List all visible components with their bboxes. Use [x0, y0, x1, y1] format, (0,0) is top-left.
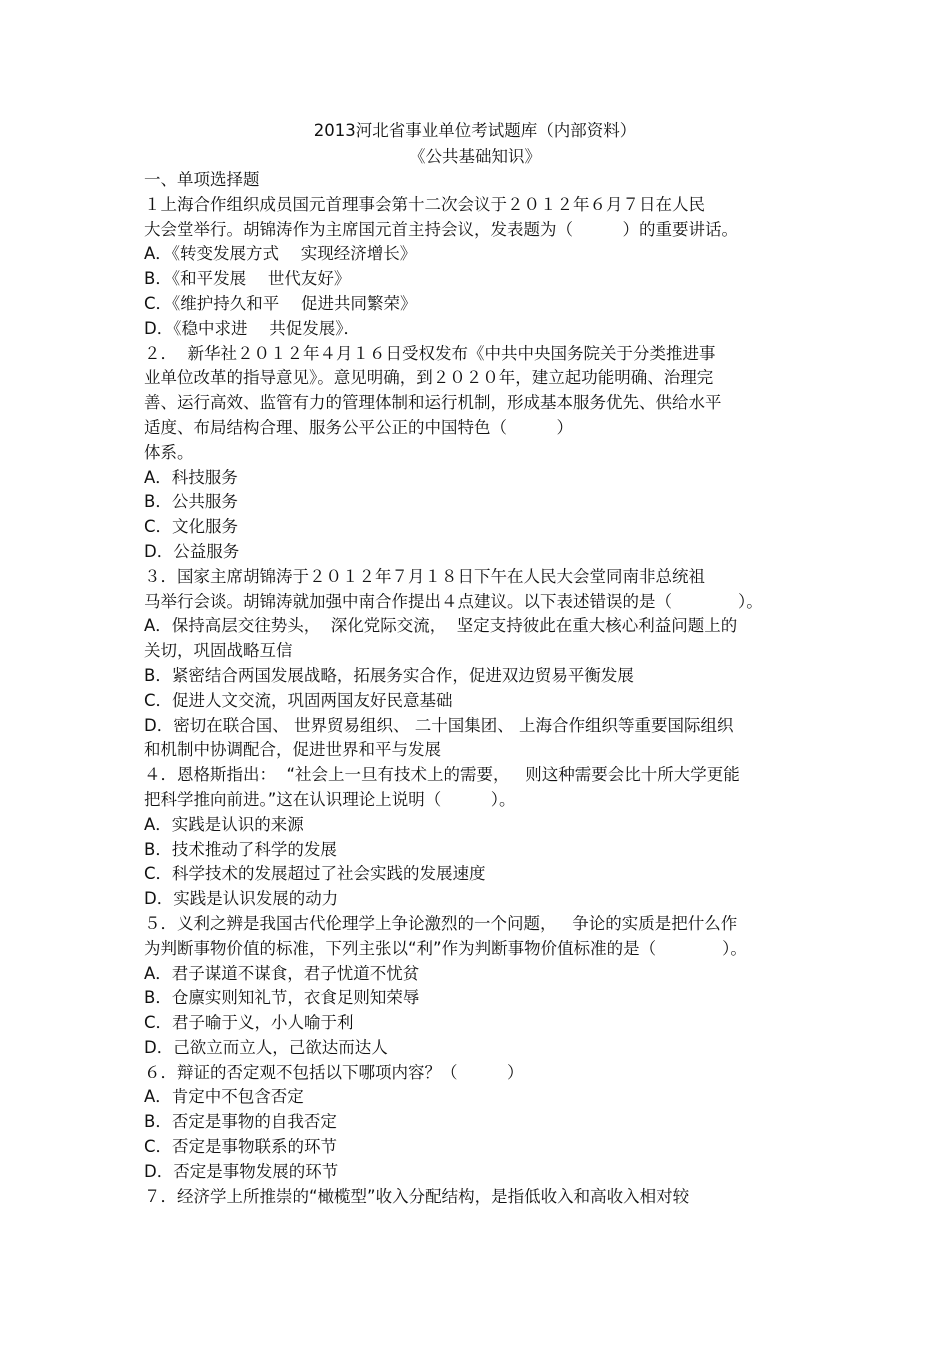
- question-5-line-2: 为判断事物价值的标准，下列主张以“利”作为判断事物价值标准的是（ ）。: [144, 938, 747, 958]
- question-1-line-2: 大会堂举行。胡锦涛作为主席国元首主持会议，发表题为（ ）的重要讲话。: [144, 219, 738, 239]
- question-4-option-b: B．技术推动了科学的发展: [144, 839, 337, 859]
- question-2-line-2: 业单位改革的指导意见》。意见明确，到２０２０年，建立起功能明确、治理完: [144, 368, 714, 388]
- question-3-option-d-line-1: D．密切在联合国、 世界贸易组织、 二十国集团、 上海合作组织等重要国际组织: [144, 715, 734, 735]
- document-body: [144, 168, 864, 1209]
- question-3-option-c: C．促进人文交流，巩固两国友好民意基础: [144, 690, 453, 710]
- question-6-option-c: C．否定是事物联系的环节: [144, 1137, 338, 1157]
- question-7-line-1: ７．经济学上所推崇的“橄榄型”收入分配结构，是指低收入和高收入相对较: [144, 1186, 690, 1206]
- question-3-line-1: ３．国家主席胡锦涛于２０１２年７月１８日下午在人民大会堂同南非总统祖: [144, 566, 705, 586]
- question-2-option-d: D．公益服务: [144, 541, 240, 561]
- question-2-line-4: 适度、布局结构合理、服务公平公正的中国特色（ ）: [144, 417, 573, 437]
- question-5-line-1: ５．义利之辨是我国古代伦理学上争论激烈的一个问题， 争论的实质是把什么作: [144, 913, 738, 933]
- document-title: 2013河北省事业单位考试题库（内部资料）: [313, 121, 637, 140]
- question-2-option-b: B．公共服务: [144, 492, 238, 512]
- question-3-option-b: B．紧密结合两国发展战略，拓展务实合作，促进双边贸易平衡发展: [144, 665, 634, 685]
- question-4-line-2: 把科学推向前进。”这在认识理论上说明（ ）。: [144, 789, 516, 809]
- question-5-option-a: A．君子谋道不谋食，君子忧道不忧贫: [144, 963, 420, 983]
- question-6-option-d: D．否定是事物发展的环节: [144, 1161, 339, 1181]
- question-4-option-d: D．实践是认识发展的动力: [144, 889, 339, 909]
- question-3-line-2: 马举行会谈。胡锦涛就加强中南合作提出４点建议。以下表述错误的是（ ）。: [144, 591, 763, 611]
- question-4-option-a: A．实践是认识的来源: [144, 814, 304, 834]
- question-2-option-c: C．文化服务: [144, 517, 239, 537]
- section-heading: 一、单项选择题: [144, 170, 260, 189]
- question-4-line-1: ４．恩格斯指出： “社会上一旦有技术上的需要， 则这种需要会比十所大学更能: [144, 765, 740, 785]
- question-1-line-1: １上海合作组织成员国元首理事会第十二次会议于２０１２年６月７日在人民: [144, 194, 705, 214]
- question-6-option-b: B．否定是事物的自我否定: [144, 1112, 337, 1132]
- question-5-option-b: B．仓廪实则知礼节，衣食足则知荣辱: [144, 988, 420, 1008]
- question-1-option-a: A．《转变发展方式 实现经济增长》: [144, 244, 417, 264]
- question-3-option-d-line-2: 和机制中协调配合，促进世界和平与发展: [144, 740, 441, 760]
- question-4-option-c: C．科学技术的发展超过了社会实践的发展速度: [144, 864, 486, 884]
- question-2-line-1: ２． 新华社２０１２年４月１６日受权发布《中共中央国务院关于分类推进事: [144, 343, 716, 363]
- question-5-option-d: D．己欲立而立人，己欲达而达人: [144, 1037, 388, 1057]
- question-5-option-c: C．君子喻于义，小人喻于利: [144, 1013, 354, 1033]
- document-subtitle: 《公共基础知识》: [409, 147, 541, 166]
- question-1-option-b: B．《和平发展 世代友好》: [144, 269, 351, 289]
- question-1-option-c: C．《维护持久和平 促进共同繁荣》: [144, 293, 417, 313]
- question-6-option-a: A．肯定中不包含否定: [144, 1087, 304, 1107]
- question-2-option-a: A．科技服务: [144, 467, 238, 487]
- question-2-line-3: 善、运行高效、监管有力的管理体制和运行机制，形成基本服务优先、供给水平: [144, 393, 722, 413]
- question-3-option-a-line-2: 关切，巩固战略互信: [144, 641, 293, 661]
- question-6-line-1: ６．辩证的否定观不包括以下哪项内容？（ ）: [144, 1062, 524, 1082]
- question-3-option-a-line-1: A．保持高层交往势头， 深化党际交流， 坚定支持彼此在重大核心利益问题上的: [144, 616, 738, 636]
- question-2-line-5: 体系。: [144, 442, 194, 462]
- question-1-option-d: D．《稳中求进 共促发展》．: [144, 318, 360, 338]
